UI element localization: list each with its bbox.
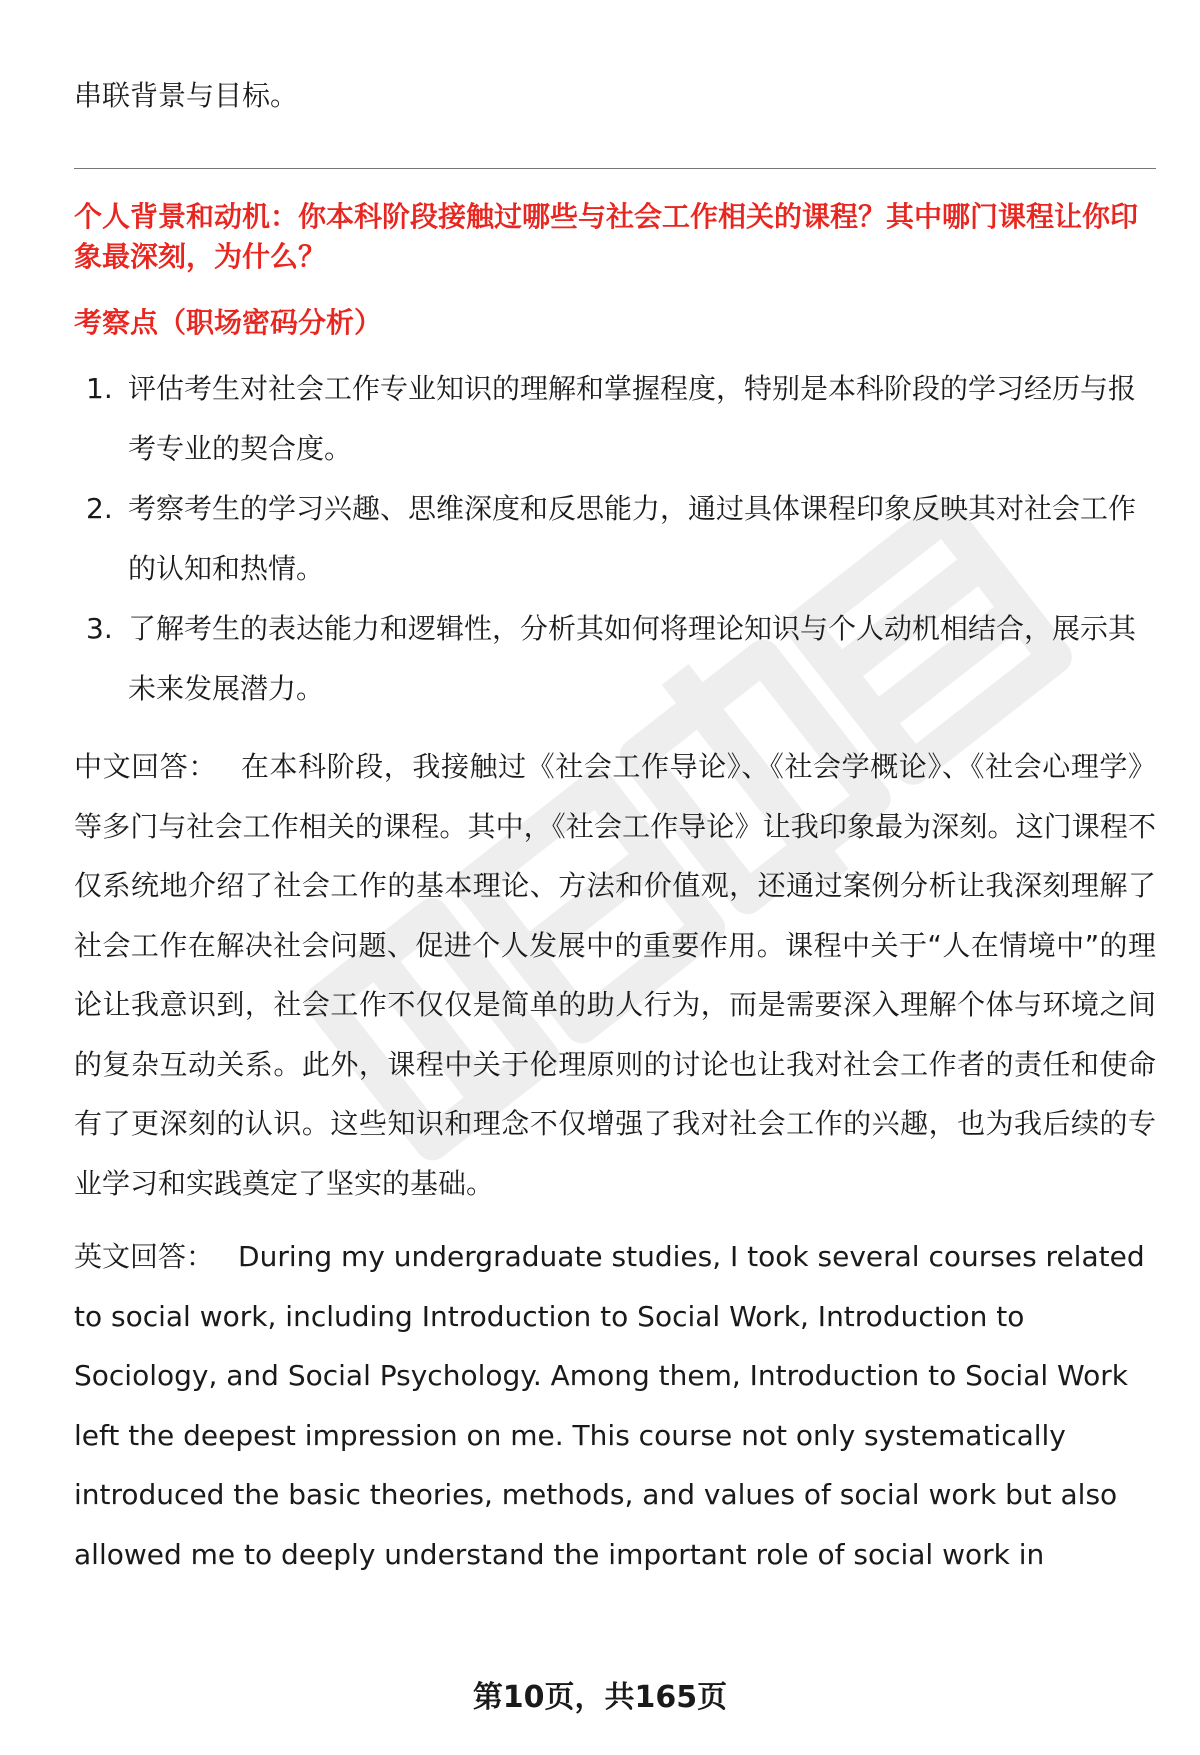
question-heading: 个人背景和动机：你本科阶段接触过哪些与社会工作相关的课程？其中哪门课程让你印象最深刻，为什么？ [74,200,1139,273]
chinese-answer [74,737,1156,1213]
english-answer-label: 英文回答： [74,1240,215,1273]
exam-point-number: 3. [86,612,113,645]
page-footer: 第10页，共165页 [472,1680,728,1715]
chinese-answer-label: 中文回答： [74,750,217,783]
exam-point-number: 2. [86,492,113,525]
exam-point-item [74,479,1156,599]
english-answer-text: During my undergraduate studies, I took several courses related to social work, including Introduction to Social Work, Introduction to Sociology, and Social Psychology. Among them, Introduction to Social Work left the deepest impression on me. This course not only systematically introduced the basic theories, methods, and values of social work but also allowed me to deeply understand the important role of social work in [74,1240,1145,1571]
exam-point-text: 考察考生的学习兴趣、思维深度和反思能力，通过具体课程印象反映其对社会工作的认知和热情。 [128,492,1137,585]
exam-point-item [74,599,1156,719]
exam-points-title: 考察点（职场密码分析） [74,306,383,339]
chinese-answer-text: 在本科阶段，我接触过《社会工作导论》、《社会学概论》、《社会心理学》等多门与社会工作相关的课程。其中，《社会工作导论》让我印象最为深刻。这门课程不仅系统地介绍了社会工作的基本理论、方法和价值观，还通过案例分析让我深刻理解了社会工作在解决社会问题、促进个人发展中的重要作用。课程中关于“人在情境中”的理论让我意识到，社会工作不仅仅是简单的助人行为，而是需要深入理解个体与环境之间的复杂互动关系。此外，课程中关于伦理原则的讨论也让我对社会工作者的责任和使命有了更深刻的认识。这些知识和理念不仅增强了我对社会工作的兴趣，也为我后续的专业学习和实践奠定了坚实的基础。 [74,750,1156,1200]
section-divider [74,168,1156,169]
exam-point-item [74,359,1156,479]
page-content [74,66,1156,1584]
exam-point-text: 了解考生的表达能力和逻辑性，分析其如何将理论知识与个人动机相结合，展示其未来发展潜力。 [128,612,1137,705]
english-answer [74,1227,1156,1584]
lead-text: 串联背景与目标。 [74,79,299,112]
exam-point-number: 1. [86,372,113,405]
exam-point-text: 评估考生对社会工作专业知识的理解和掌握程度，特别是本科阶段的学习经历与报考专业的契合度。 [128,372,1137,465]
exam-points-list [74,359,1156,719]
